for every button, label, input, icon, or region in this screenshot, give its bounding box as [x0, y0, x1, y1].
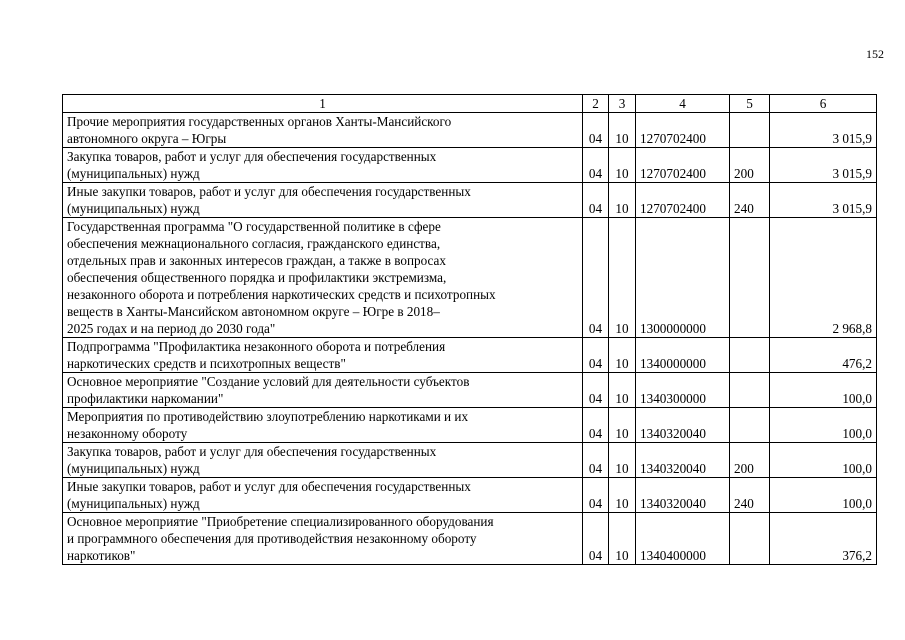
row-name-line: Мероприятия по противодействию злоупотреблению наркотиками и их	[67, 409, 469, 424]
row-target-article-cell: 1340400000	[636, 513, 730, 565]
header-cell-amount: 6	[770, 95, 877, 113]
row-expense-type-cell	[730, 408, 770, 443]
row-target-article-cell: 1340000000	[636, 338, 730, 373]
row-target-article-cell: 1270702400	[636, 113, 730, 148]
row-name-cell	[63, 373, 583, 408]
row-section-cell: 04	[583, 443, 609, 478]
table-header	[63, 95, 877, 113]
row-name-cell	[63, 338, 583, 373]
row-name-line: незаконному обороту	[67, 426, 188, 441]
row-amount-cell: 376,2	[770, 513, 877, 565]
row-amount-cell: 100,0	[770, 408, 877, 443]
row-name-line: Основное мероприятие "Приобретение специализированного оборудования	[67, 514, 494, 529]
row-amount-cell: 2 968,8	[770, 218, 877, 338]
row-name-cell	[63, 183, 583, 218]
table-row	[63, 408, 877, 443]
row-name-cell	[63, 443, 583, 478]
row-name-line: (муниципальных) нужд	[67, 461, 200, 476]
table-row	[63, 478, 877, 513]
row-section-cell: 04	[583, 478, 609, 513]
row-amount-cell: 100,0	[770, 443, 877, 478]
row-name-line: незаконного оборота и потребления наркотических средств и психотропных	[67, 287, 496, 302]
header-cell-subsection: 3	[609, 95, 636, 113]
row-expense-type-cell	[730, 218, 770, 338]
table-row	[63, 373, 877, 408]
table-row	[63, 148, 877, 183]
row-expense-type-cell: 240	[730, 478, 770, 513]
row-amount-cell: 3 015,9	[770, 183, 877, 218]
header-row	[63, 95, 877, 113]
row-section-cell: 04	[583, 218, 609, 338]
table-row	[63, 443, 877, 478]
row-name-line: обеспечения межнационального согласия, гражданского единства,	[67, 236, 441, 251]
row-target-article-cell: 1340320040	[636, 478, 730, 513]
row-target-article-cell: 1270702400	[636, 148, 730, 183]
row-subsection-cell: 10	[609, 478, 636, 513]
row-expense-type-cell: 200	[730, 148, 770, 183]
row-name-cell	[63, 513, 583, 565]
row-section-cell: 04	[583, 373, 609, 408]
page-number: 152	[866, 47, 884, 61]
row-expense-type-cell	[730, 513, 770, 565]
row-name-cell	[63, 148, 583, 183]
row-amount-cell: 100,0	[770, 478, 877, 513]
table-row	[63, 183, 877, 218]
row-name-line: Иные закупки товаров, работ и услуг для обеспечения государственных	[67, 479, 471, 494]
row-name-line: обеспечения общественного порядка и профилактики экстремизма,	[67, 270, 447, 285]
row-name-line: Закупка товаров, работ и услуг для обеспечения государственных	[67, 149, 437, 164]
row-target-article-cell: 1300000000	[636, 218, 730, 338]
row-expense-type-cell	[730, 338, 770, 373]
row-section-cell: 04	[583, 183, 609, 218]
header-cell-expense-type: 5	[730, 95, 770, 113]
table-row	[63, 338, 877, 373]
row-amount-cell: 3 015,9	[770, 113, 877, 148]
row-name-line: 2025 годах и на период до 2030 года"	[67, 321, 276, 336]
row-target-article-cell: 1340320040	[636, 408, 730, 443]
row-name-line: автономного округа – Югры	[67, 131, 227, 146]
row-section-cell: 04	[583, 408, 609, 443]
row-expense-type-cell	[730, 373, 770, 408]
row-target-article-cell: 1340320040	[636, 443, 730, 478]
table-row	[63, 113, 877, 148]
row-name-line: (муниципальных) нужд	[67, 496, 200, 511]
row-section-cell: 04	[583, 113, 609, 148]
row-subsection-cell: 10	[609, 218, 636, 338]
row-amount-cell: 100,0	[770, 373, 877, 408]
row-section-cell: 04	[583, 338, 609, 373]
row-name-cell	[63, 478, 583, 513]
header-cell-target-article: 4	[636, 95, 730, 113]
row-name-line: Подпрограмма "Профилактика незаконного оборота и потребления	[67, 339, 446, 354]
row-name-line: Прочие мероприятия государственных органов Ханты-Мансийского	[67, 114, 452, 129]
row-name-line: Закупка товаров, работ и услуг для обеспечения государственных	[67, 444, 437, 459]
row-name-line: профилактики наркомании"	[67, 391, 224, 406]
row-subsection-cell: 10	[609, 373, 636, 408]
row-name-cell	[63, 113, 583, 148]
row-name-line: (муниципальных) нужд	[67, 201, 200, 216]
row-amount-cell: 3 015,9	[770, 148, 877, 183]
row-name-line: наркотиков"	[67, 548, 136, 563]
table-row	[63, 513, 877, 565]
row-name-line: Государственная программа "О государственной политике в сфере	[67, 219, 441, 234]
row-subsection-cell: 10	[609, 513, 636, 565]
row-section-cell: 04	[583, 513, 609, 565]
table-body	[63, 113, 877, 565]
row-name-cell	[63, 218, 583, 338]
row-name-line: Иные закупки товаров, работ и услуг для обеспечения государственных	[67, 184, 471, 199]
row-subsection-cell: 10	[609, 443, 636, 478]
row-name-line: отдельных прав и законных интересов граждан, а также в вопросах	[67, 253, 446, 268]
row-name-cell	[63, 408, 583, 443]
row-name-line: наркотических средств и психотропных веществ"	[67, 356, 346, 371]
table-row	[63, 218, 877, 338]
row-expense-type-cell: 240	[730, 183, 770, 218]
row-target-article-cell: 1270702400	[636, 183, 730, 218]
row-subsection-cell: 10	[609, 113, 636, 148]
row-subsection-cell: 10	[609, 408, 636, 443]
row-name-line: и программного обеспечения для противодействия незаконному обороту	[67, 531, 477, 546]
row-subsection-cell: 10	[609, 148, 636, 183]
header-cell-section: 2	[583, 95, 609, 113]
row-subsection-cell: 10	[609, 183, 636, 218]
budget-table	[62, 94, 877, 565]
row-name-line: (муниципальных) нужд	[67, 166, 200, 181]
row-expense-type-cell	[730, 113, 770, 148]
row-section-cell: 04	[583, 148, 609, 183]
row-amount-cell: 476,2	[770, 338, 877, 373]
header-cell-name: 1	[63, 95, 583, 113]
row-name-line: веществ в Ханты-Мансийском автономном округе – Югре в 2018–	[67, 304, 440, 319]
row-subsection-cell: 10	[609, 338, 636, 373]
row-target-article-cell: 1340300000	[636, 373, 730, 408]
row-expense-type-cell: 200	[730, 443, 770, 478]
row-name-line: Основное мероприятие "Создание условий для деятельности субъектов	[67, 374, 470, 389]
